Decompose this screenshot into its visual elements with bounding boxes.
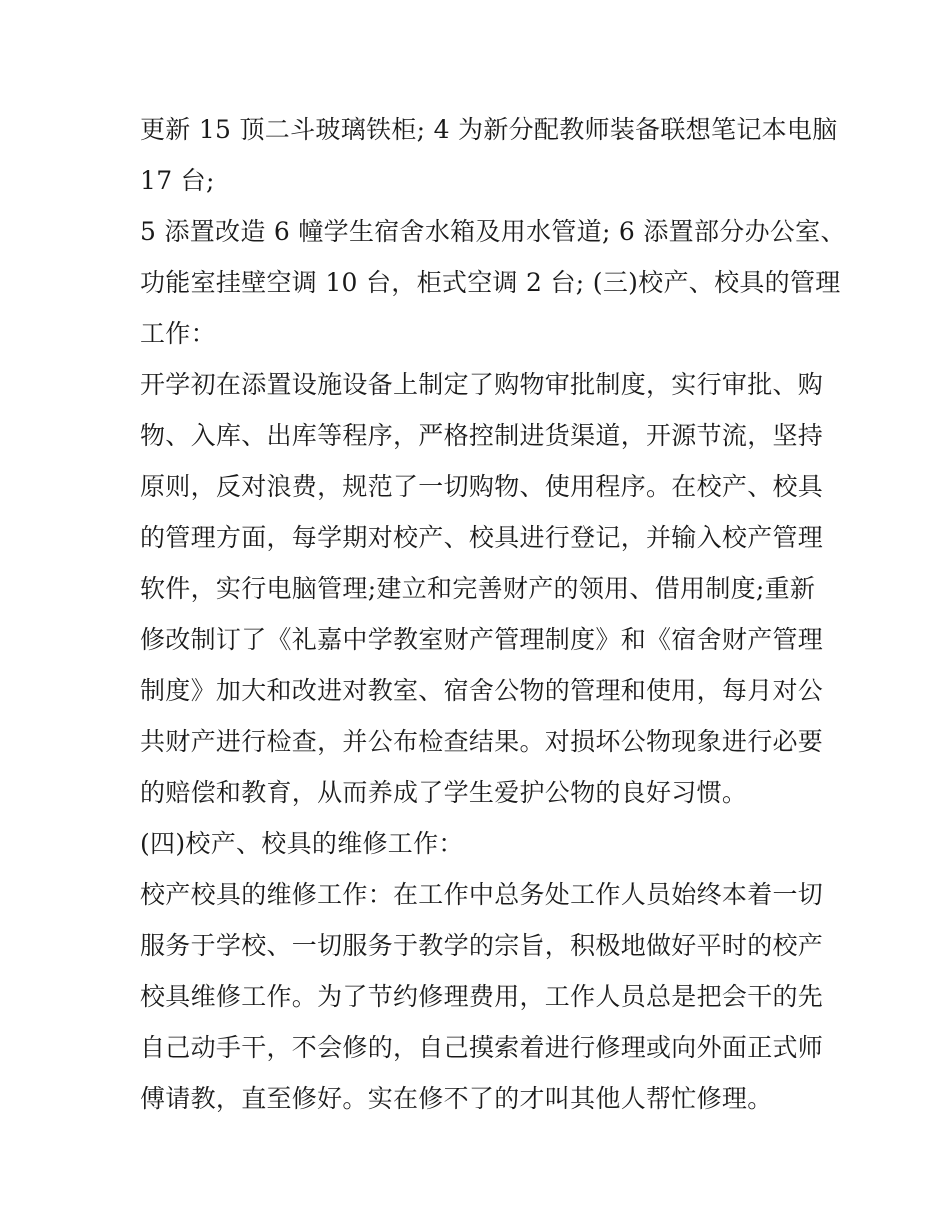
text-line: 自己动手干，不会修的，自己摸索着进行修理或向外面正式师 [140,1033,824,1062]
text-line: 功能室挂壁空调 10 台，柜式空调 2 台; (三)校产、校具的管理 [140,268,841,297]
text-line: 修改制订了《礼嘉中学教室财产管理制度》和《宿舍财产管理 [140,625,824,654]
text-line: 更新 15 顶二斗玻璃铁柜; 4 为新分配教师装备联想笔记本电脑 [140,115,838,144]
text-line: 校产校具的维修工作：在工作中总务处工作人员始终本着一切 [140,880,824,909]
text-line: 17 台; [140,166,215,195]
text-line: 开学初在添置设施设备上制定了购物审批制度，实行审批、购 [140,370,824,399]
text-line: 傅请教，直至修好。实在修不了的才叫其他人帮忙修理。 [140,1084,773,1113]
section-heading: (四)校产、校具的维修工作： [140,829,464,858]
text-line: 制度》加大和改进对教室、宿舍公物的管理和使用，每月对公 [140,676,824,705]
text-line: 的管理方面，每学期对校产、校具进行登记，并输入校产管理 [140,523,824,552]
text-line: 物、入库、出库等程序，严格控制进货渠道，开源节流，坚持 [140,421,824,450]
text-line: 的赔偿和教育，从而养成了学生爱护公物的良好习惯。 [140,778,748,807]
text-line: 服务于学校、一切服务于教学的宗旨，积极地做好平时的校产 [140,931,824,960]
text-line: 工作： [140,319,216,348]
text-line: 软件，实行电脑管理;建立和完善财产的领用、借用制度;重新 [140,574,816,603]
text-line: 校具维修工作。为了节约修理费用，工作人员总是把会干的先 [140,982,824,1011]
text-line: 5 添置改造 6 幢学生宿舍水箱及用水管道; 6 添置部分办公室、 [140,217,846,246]
text-line: 共财产进行检查，并公布检查结果。对损坏公物现象进行必要 [140,727,824,756]
text-line: 原则，反对浪费，规范了一切购物、使用程序。在校产、校具 [140,472,824,501]
